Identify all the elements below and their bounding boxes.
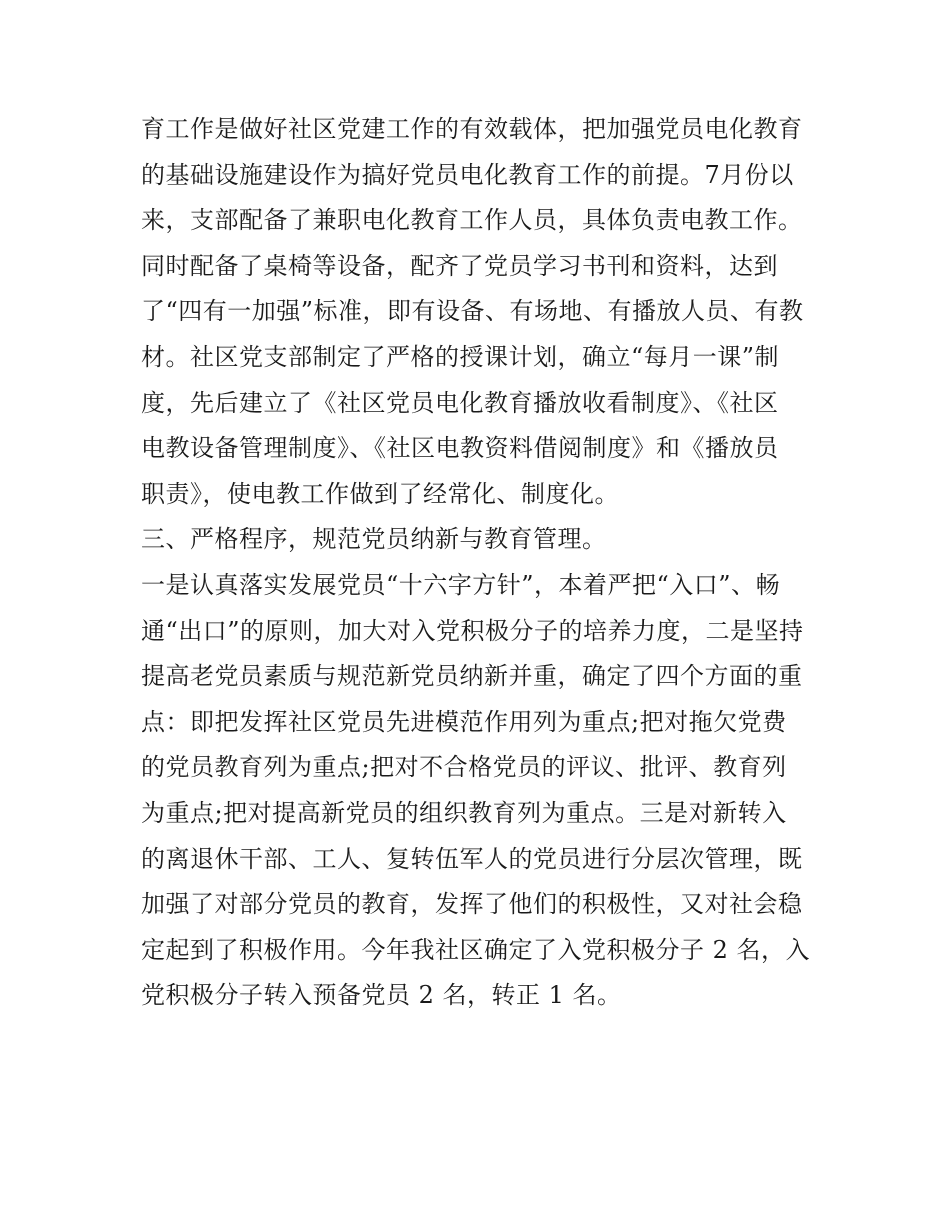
text-line: 的基础设施建设作为搞好党员电化教育工作的前提。7月份以 (141, 160, 794, 189)
text-line: 提高老党员素质与规范新党员纳新并重，确定了四个方面的重 (141, 662, 803, 691)
text-line: 育工作是做好社区党建工作的有效载体，把加强党员电化教育 (141, 115, 803, 143)
text-line: 的离退休干部、工人、复转伍军人的党员进行分层次管理，既 (141, 844, 803, 873)
text-line: 党积极分子转入预备党员 2 名，转正 1 名。 (141, 981, 622, 1010)
text-line: 来，支部配备了兼职电化教育工作人员，具体负责电教工作。 (141, 206, 803, 235)
text-line: 点：即把发挥社区党员先进模范作用列为重点;把对拖欠党费 (141, 707, 787, 736)
text-line: 加强了对部分党员的教育，发挥了他们的积极性，又对社会稳 (141, 890, 803, 919)
section-heading: 三、严格程序，规范党员纳新与教育管理。 (141, 525, 607, 554)
text-line: 的党员教育列为重点;把对不合格党员的评议、批评、教育列 (141, 753, 787, 782)
text-line: 定起到了积极作用。今年我社区确定了入党积极分子 2 名，入 (141, 935, 811, 964)
text-line: 职责》，使电教工作做到了经常化、制度化。 (141, 479, 619, 508)
body-text (141, 107, 821, 1019)
text-line: 度，先后建立了《社区党员电化教育播放收看制度》、《社区 (141, 388, 779, 417)
text-line: 了“四有一加强”标准，即有设备、有场地、有播放人员、有教 (141, 297, 804, 326)
text-line: 为重点;把对提高新党员的组织教育列为重点。三是对新转入 (141, 798, 787, 827)
text-line: 通“出口”的原则，加大对入党积极分子的培养力度，二是坚持 (141, 616, 804, 645)
text-line: 一是认真落实发展党员“十六字方针”，本着严把“入口”、畅 (141, 570, 781, 599)
text-line: 电教设备管理制度》、《社区电教资料借阅制度》和《播放员 (141, 434, 779, 463)
text-line: 同时配备了桌椅等设备，配齐了党员学习书刊和资料，达到 (141, 251, 778, 280)
text-line: 材。社区党支部制定了严格的授课计划，确立“每月一课”制 (141, 342, 780, 371)
